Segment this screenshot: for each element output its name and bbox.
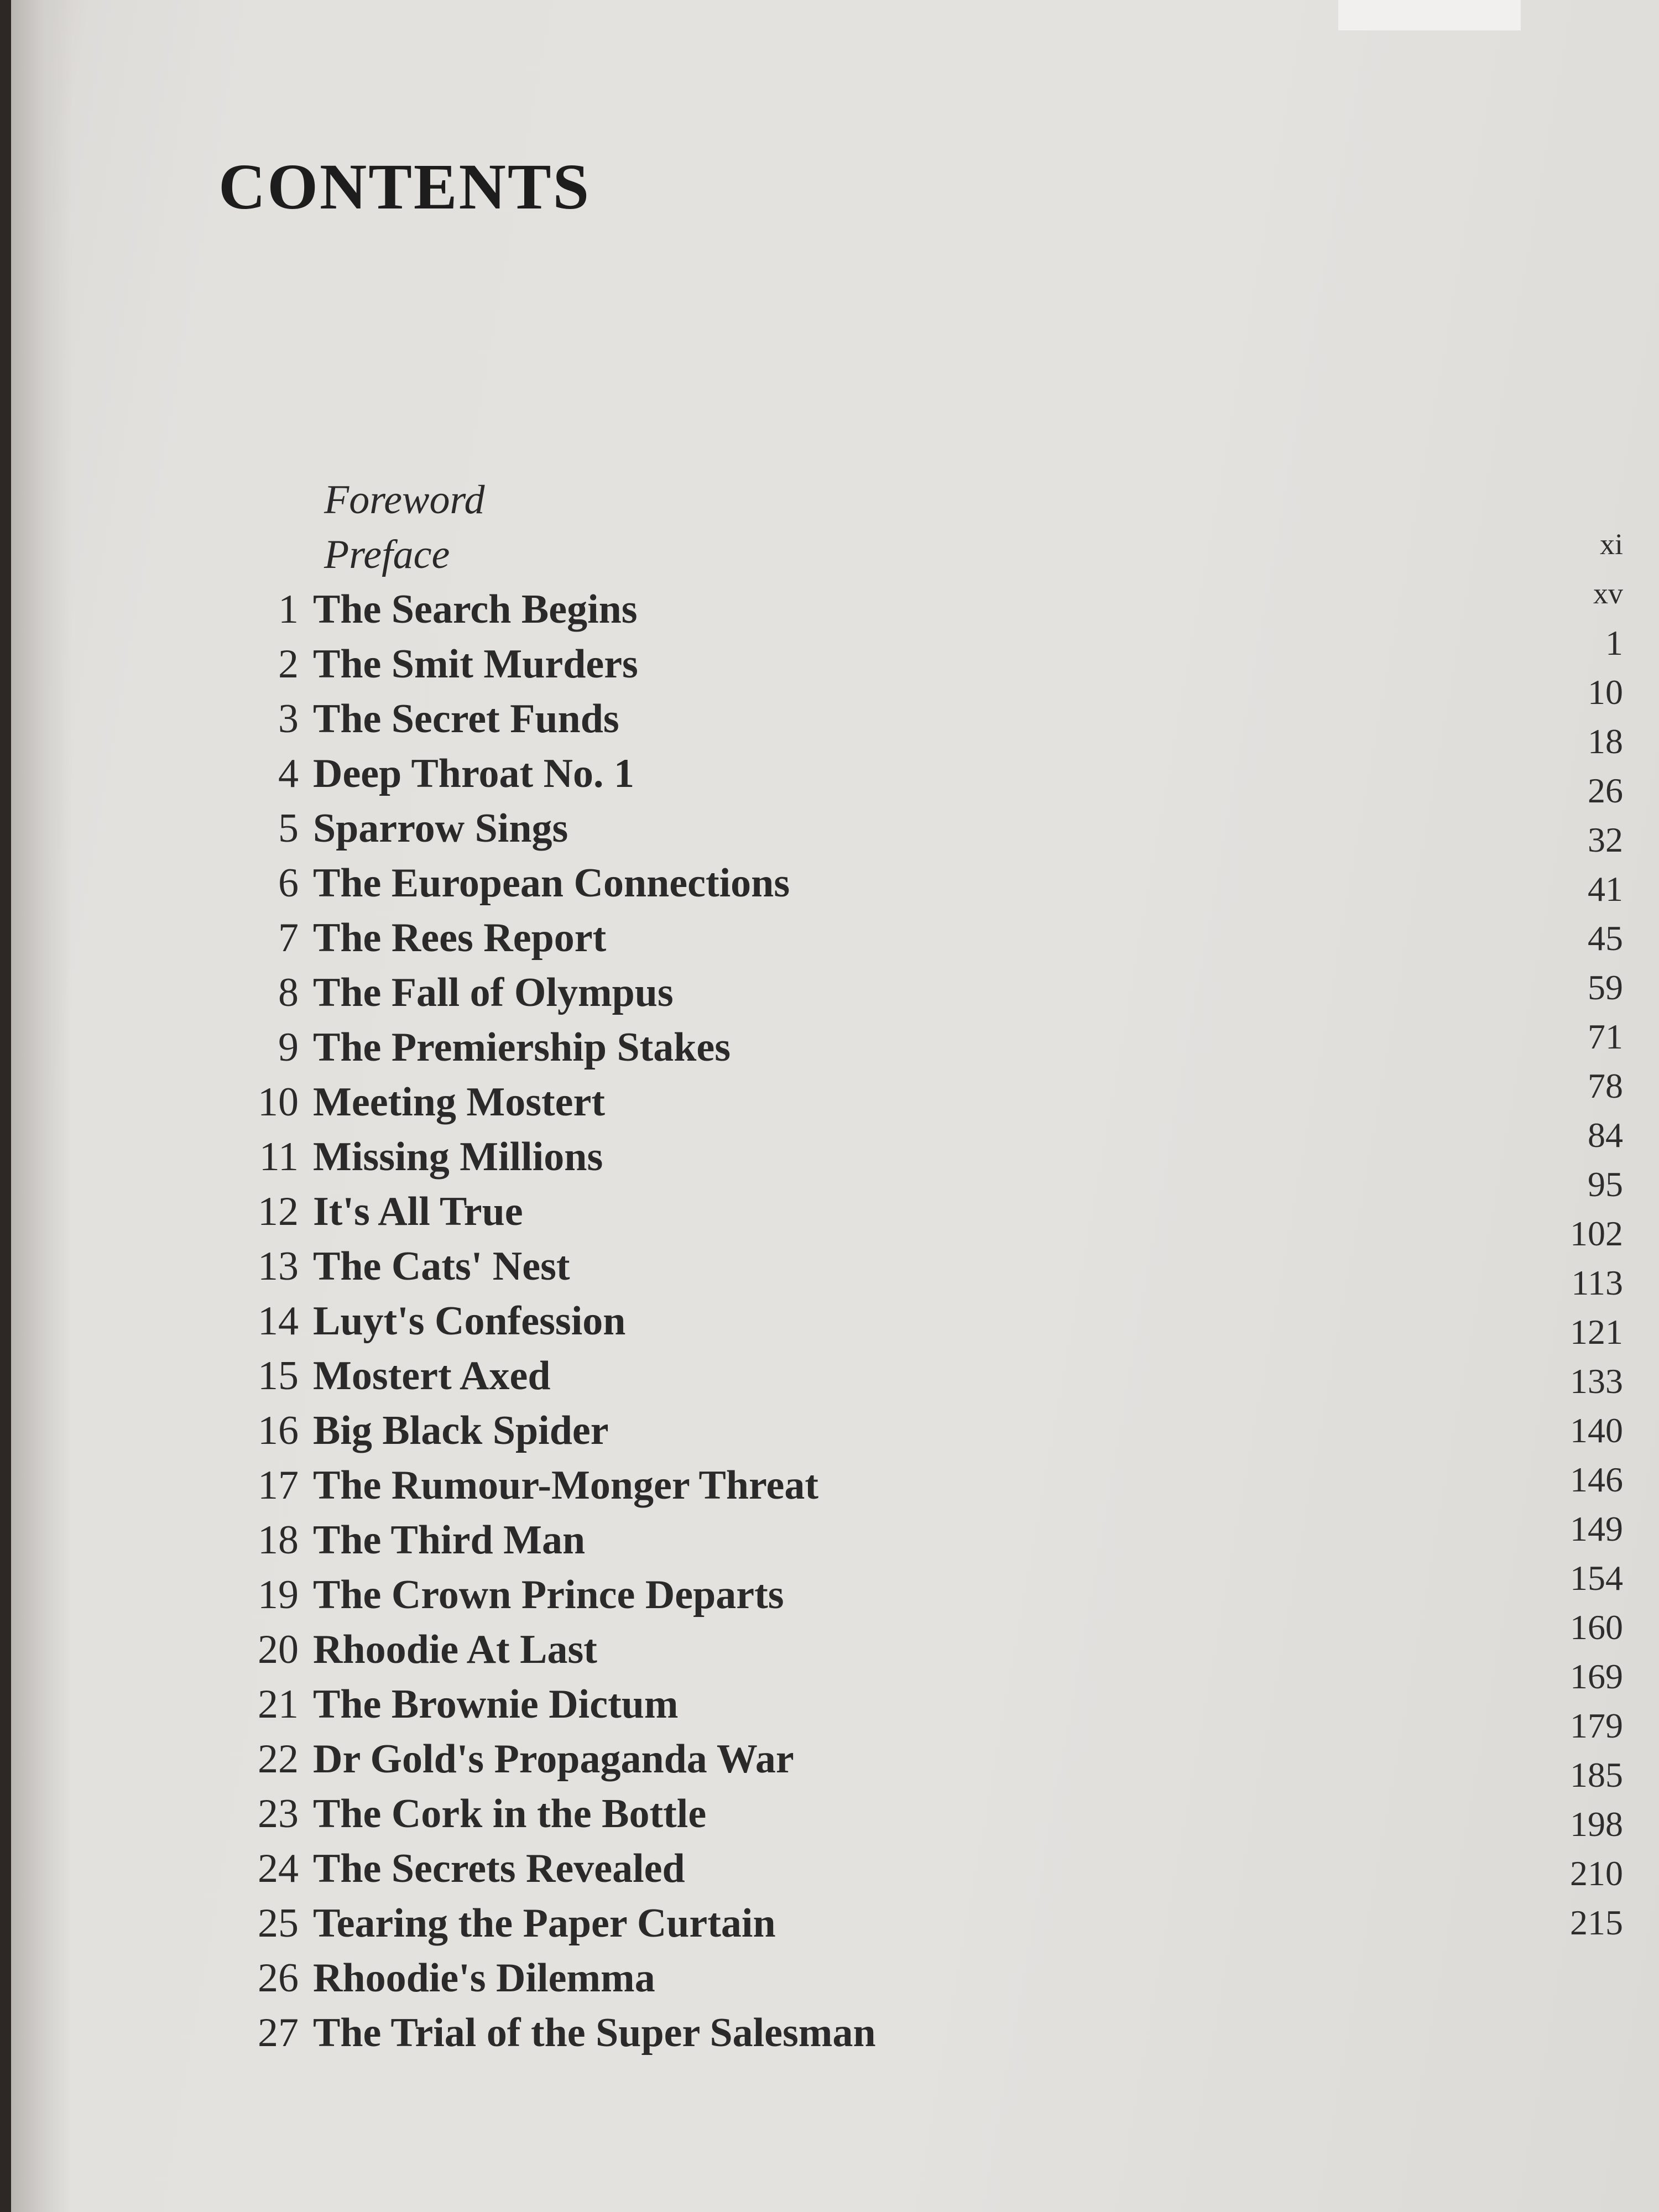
page-number: 121	[1570, 1312, 1623, 1352]
chapter-title: The Premiership Stakes	[313, 1025, 731, 1070]
chapter-number: 11	[259, 1134, 299, 1180]
chapter-number: 25	[258, 1901, 299, 1946]
page-number: 210	[1570, 1854, 1623, 1893]
page-number: 149	[1570, 1509, 1623, 1548]
chapter-title: Meeting Mostert	[313, 1079, 606, 1125]
entry-title: Preface	[324, 532, 450, 577]
chapter-number: 22	[258, 1736, 299, 1782]
chapter-number: 10	[258, 1079, 299, 1125]
page-gutter-shadow	[11, 0, 72, 2212]
chapter-entry	[232, 1130, 1615, 1185]
chapter-title: The Smit Murders	[313, 641, 638, 687]
chapter-title: The Third Man	[313, 1517, 586, 1563]
chapter-number: 17	[258, 1463, 299, 1508]
page-number: 198	[1570, 1804, 1623, 1844]
chapter-title: Dr Gold's Propaganda War	[313, 1736, 794, 1782]
entry-title: Foreword	[324, 477, 485, 523]
chapter-title: Big Black Spider	[313, 1408, 609, 1453]
chapter-entry	[232, 1787, 1615, 1841]
facing-page-edge	[1338, 0, 1521, 30]
page-number: xi	[1599, 528, 1623, 561]
chapter-title: Mostert Axed	[313, 1353, 551, 1399]
chapter-title: Deep Throat No. 1	[313, 751, 635, 796]
page-number: 154	[1570, 1558, 1623, 1598]
page-number: xv	[1593, 577, 1623, 610]
chapter-title: It's All True	[313, 1189, 523, 1234]
front-matter-entry	[232, 473, 1615, 528]
page-number: 179	[1570, 1706, 1623, 1745]
chapter-entry	[232, 1677, 1615, 1732]
chapter-entry	[232, 1294, 1615, 1349]
chapter-number: 21	[258, 1682, 299, 1727]
chapter-title: Sparrow Sings	[313, 806, 568, 851]
chapter-entry	[232, 1239, 1615, 1294]
page-number: 140	[1570, 1411, 1623, 1450]
chapter-entry	[232, 1458, 1615, 1513]
page-number-column	[1479, 520, 1623, 1947]
chapter-number: 16	[258, 1408, 299, 1453]
chapter-title: The Rumour-Monger Threat	[313, 1463, 819, 1508]
chapter-entry	[232, 582, 1615, 637]
chapter-number: 9	[278, 1025, 299, 1070]
page-title: CONTENTS	[218, 150, 591, 223]
page-number: 10	[1588, 672, 1623, 712]
chapter-number: 23	[258, 1791, 299, 1837]
page-number: 1	[1605, 623, 1623, 662]
chapter-title: Rhoodie At Last	[313, 1627, 597, 1672]
chapter-title: The Crown Prince Departs	[313, 1572, 784, 1618]
chapter-title: Missing Millions	[313, 1134, 603, 1180]
page-number: 71	[1588, 1017, 1623, 1056]
chapter-number: 5	[278, 806, 299, 851]
page-number: 45	[1588, 919, 1623, 958]
chapter-entry	[232, 911, 1615, 966]
chapter-entry	[232, 747, 1615, 801]
book-page	[11, 0, 1659, 2212]
chapter-entry	[232, 1896, 1615, 1951]
chapter-title: Rhoodie's Dilemma	[313, 1955, 655, 2001]
chapter-entry	[232, 1568, 1615, 1623]
chapter-number: 8	[278, 970, 299, 1015]
chapter-title: The Secret Funds	[313, 696, 619, 742]
page-number: 160	[1570, 1608, 1623, 1647]
chapter-number: 4	[278, 751, 299, 796]
page-number: 169	[1570, 1657, 1623, 1696]
chapter-title: Tearing the Paper Curtain	[313, 1901, 776, 1946]
chapter-entry	[232, 856, 1615, 911]
chapter-number: 19	[258, 1572, 299, 1618]
chapter-number: 7	[278, 915, 299, 961]
chapter-number: 2	[278, 641, 299, 687]
chapter-number: 24	[258, 1846, 299, 1891]
chapter-title: Luyt's Confession	[313, 1298, 626, 1344]
chapter-entry	[232, 1404, 1615, 1458]
chapter-entry	[232, 637, 1615, 692]
page-number: 95	[1588, 1165, 1623, 1204]
chapter-entry	[232, 1732, 1615, 1787]
chapter-title: The Search Begins	[313, 587, 638, 632]
contents-list	[232, 473, 1615, 2060]
front-matter-entry	[232, 528, 1615, 582]
chapter-number: 3	[278, 696, 299, 742]
page-number: 185	[1570, 1755, 1623, 1794]
page-number: 59	[1588, 968, 1623, 1007]
chapter-entry	[232, 1075, 1615, 1130]
page-number: 102	[1570, 1214, 1623, 1253]
chapter-entry	[232, 1951, 1615, 2006]
chapter-number: 20	[258, 1627, 299, 1672]
page-number: 26	[1588, 771, 1623, 810]
chapter-number: 12	[258, 1189, 299, 1234]
chapter-entry	[232, 1513, 1615, 1568]
chapter-entry	[232, 1841, 1615, 1896]
chapter-title: The Secrets Revealed	[313, 1846, 685, 1891]
page-number: 113	[1571, 1263, 1623, 1302]
chapter-entry	[232, 1349, 1615, 1404]
page-number: 84	[1588, 1115, 1623, 1155]
chapter-entry	[232, 692, 1615, 747]
chapter-title: The Brownie Dictum	[313, 1682, 679, 1727]
chapter-number: 1	[278, 587, 299, 632]
page-number: 32	[1588, 820, 1623, 859]
chapter-title: The European Connections	[313, 860, 790, 906]
chapter-number: 27	[258, 2010, 299, 2056]
chapter-title: The Rees Report	[313, 915, 607, 961]
chapter-title: The Cork in the Bottle	[313, 1791, 707, 1837]
chapter-entry	[232, 966, 1615, 1020]
chapter-number: 26	[258, 1955, 299, 2001]
chapter-number: 18	[258, 1517, 299, 1563]
chapter-title: The Cats' Nest	[313, 1244, 570, 1289]
chapter-number: 13	[258, 1244, 299, 1289]
chapter-entry	[232, 2006, 1615, 2060]
page-number: 18	[1588, 722, 1623, 761]
page-number: 215	[1570, 1903, 1623, 1942]
page-number: 133	[1570, 1361, 1623, 1401]
chapter-entry	[232, 1020, 1615, 1075]
chapter-number: 6	[278, 860, 299, 906]
chapter-title: The Trial of the Super Salesman	[313, 2010, 876, 2056]
page-number: 78	[1588, 1066, 1623, 1105]
chapter-number: 14	[258, 1298, 299, 1344]
chapter-entry	[232, 1623, 1615, 1677]
chapter-number: 15	[258, 1353, 299, 1399]
chapter-title: The Fall of Olympus	[313, 970, 674, 1015]
page-number: 41	[1588, 869, 1623, 909]
chapter-entry	[232, 1185, 1615, 1239]
page-number: 146	[1570, 1460, 1623, 1499]
chapter-entry	[232, 801, 1615, 856]
